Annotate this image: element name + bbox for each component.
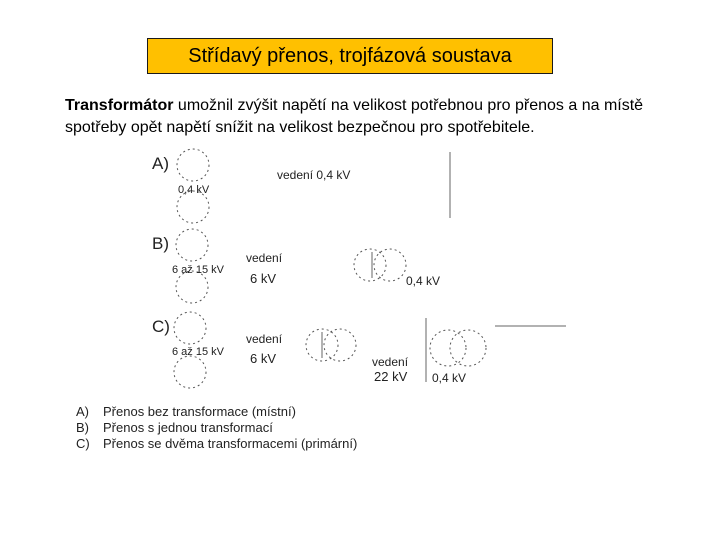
c-transformer-1-secondary-icon	[324, 329, 356, 361]
b-generator-coil-icon	[176, 229, 208, 261]
c-generator-coil-icon	[174, 312, 206, 344]
b-line-voltage: 6 kV	[250, 271, 277, 286]
c-line-2-label: vedení	[372, 355, 409, 369]
c-output-voltage: 0,4 kV	[432, 371, 467, 385]
c-generator-voltage: 6 až 15 kV	[172, 346, 224, 358]
b-line-label: vedení	[246, 251, 283, 265]
c-line-1-label: vedení	[246, 332, 283, 346]
c-transformer-2-primary-icon	[430, 330, 466, 366]
b-generator-voltage: 6 až 15 kV	[172, 264, 224, 276]
legend-text: Přenos se dvěma transformacemi (primární)	[103, 436, 358, 451]
b-key: B)	[152, 234, 169, 253]
intro-bold-term: Transformátor	[65, 97, 174, 114]
c-load-coil-icon	[174, 356, 206, 388]
a-line-label: vedení 0,4 kV	[277, 168, 351, 182]
legend-key: B)	[76, 420, 89, 435]
a-generator-voltage: 0,4 kV	[178, 184, 210, 196]
b-transformer-primary-icon	[354, 249, 386, 281]
b-output-voltage: 0,4 kV	[406, 274, 441, 288]
b-transformer-secondary-icon	[374, 249, 406, 281]
intro-text: umožnil zvýšit napětí na velikost potřebnou pro přenos a na místě spotřeby opět napětí snížit na velikost bezpečnou pro spotřebitele.	[65, 97, 644, 136]
a-key: A)	[152, 154, 169, 173]
legend-text: Přenos s jednou transformací	[103, 420, 273, 435]
a-generator-coil-icon	[177, 149, 209, 181]
legend-key: C)	[76, 436, 90, 451]
legend-row	[76, 436, 357, 452]
c-key: C)	[152, 317, 170, 336]
legend-row	[76, 404, 357, 420]
legend-row	[76, 420, 357, 436]
c-transformer-2-secondary-icon	[450, 330, 486, 366]
legend-key: A)	[76, 404, 89, 419]
legend-text: Přenos bez transformace (místní)	[103, 404, 296, 419]
c-line-2-voltage: 22 kV	[374, 369, 408, 384]
c-line-1-voltage: 6 kV	[250, 351, 277, 366]
legend	[76, 404, 357, 452]
slide-title-text: Střídavý přenos, trojfázová soustava	[188, 44, 512, 67]
